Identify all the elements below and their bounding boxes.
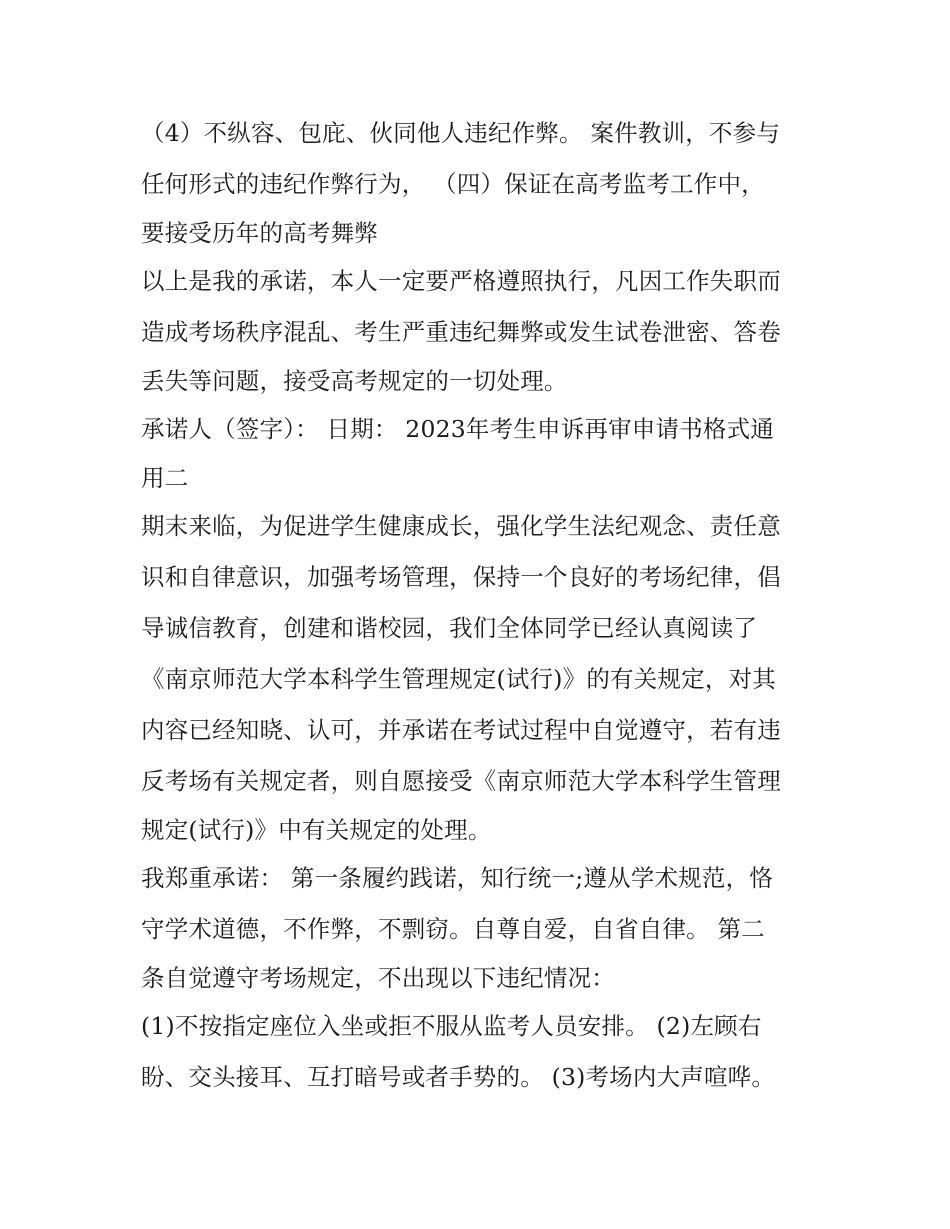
text-line: 以上是我的承诺，本人一定要严格遵照执行，凡因工作失职而 — [141, 267, 781, 295]
text-line: 识和自律意识，加强考场管理，保持一个良好的考场纪律，倡 — [141, 563, 781, 591]
text-line: 用二 — [141, 464, 189, 492]
text-line: （4）不纵容、包庇、伙同他人违纪作弊。 案件教训，不参与 — [141, 119, 781, 147]
text-line: 盼、交头接耳、互打暗号或者手势的。 (3)考场内大声喧哗。 — [141, 1063, 776, 1091]
text-line: 任何形式的违纪作弊行为， （四）保证在高考监考工作中， — [141, 170, 765, 198]
text-line: 我郑重承诺： 第一条履约践诺，知行统一;遵从学术规范，恪 — [141, 864, 773, 892]
document-body — [141, 108, 821, 1103]
text-line: 条自觉遵守考场规定，不出现以下违纪情况： — [141, 964, 615, 992]
text-line: (1)不按指定座位入坐或拒不服从监考人员安排。 (2)左顾右 — [141, 1012, 762, 1040]
text-line: 承诺人（签字）： 日期： 2023年考生申诉再审申请书格式通 — [141, 415, 774, 443]
text-line: 造成考场秩序混乱、考生严重违纪舞弊或发生试卷泄密、答卷 — [141, 318, 781, 346]
text-line: 《南京师范大学本科学生管理规定(试行)》的有关规定，对其 — [141, 665, 776, 693]
text-line: 期末来临，为促进学生健康成长，强化学生法纪观念、责任意 — [141, 512, 781, 540]
text-line: 导诚信教育，创建和谐校园，我们全体同学已经认真阅读了 — [141, 614, 758, 642]
text-line: 要接受历年的高考舞弊 — [141, 219, 378, 247]
text-line: 守学术道德，不作弊，不剽窃。自尊自爱，自省自律。 第二 — [141, 915, 765, 943]
text-line: 规定(试行)》中有关规定的处理。 — [141, 816, 492, 844]
text-line: 反考场有关规定者，则自愿接受《南京师范大学本科学生管理 — [141, 767, 781, 795]
text-line: 丢失等问题，接受高考规定的一切处理。 — [141, 367, 568, 395]
text-line: 内容已经知晓、认可，并承诺在考试过程中自觉遵守，若有违 — [141, 716, 781, 744]
